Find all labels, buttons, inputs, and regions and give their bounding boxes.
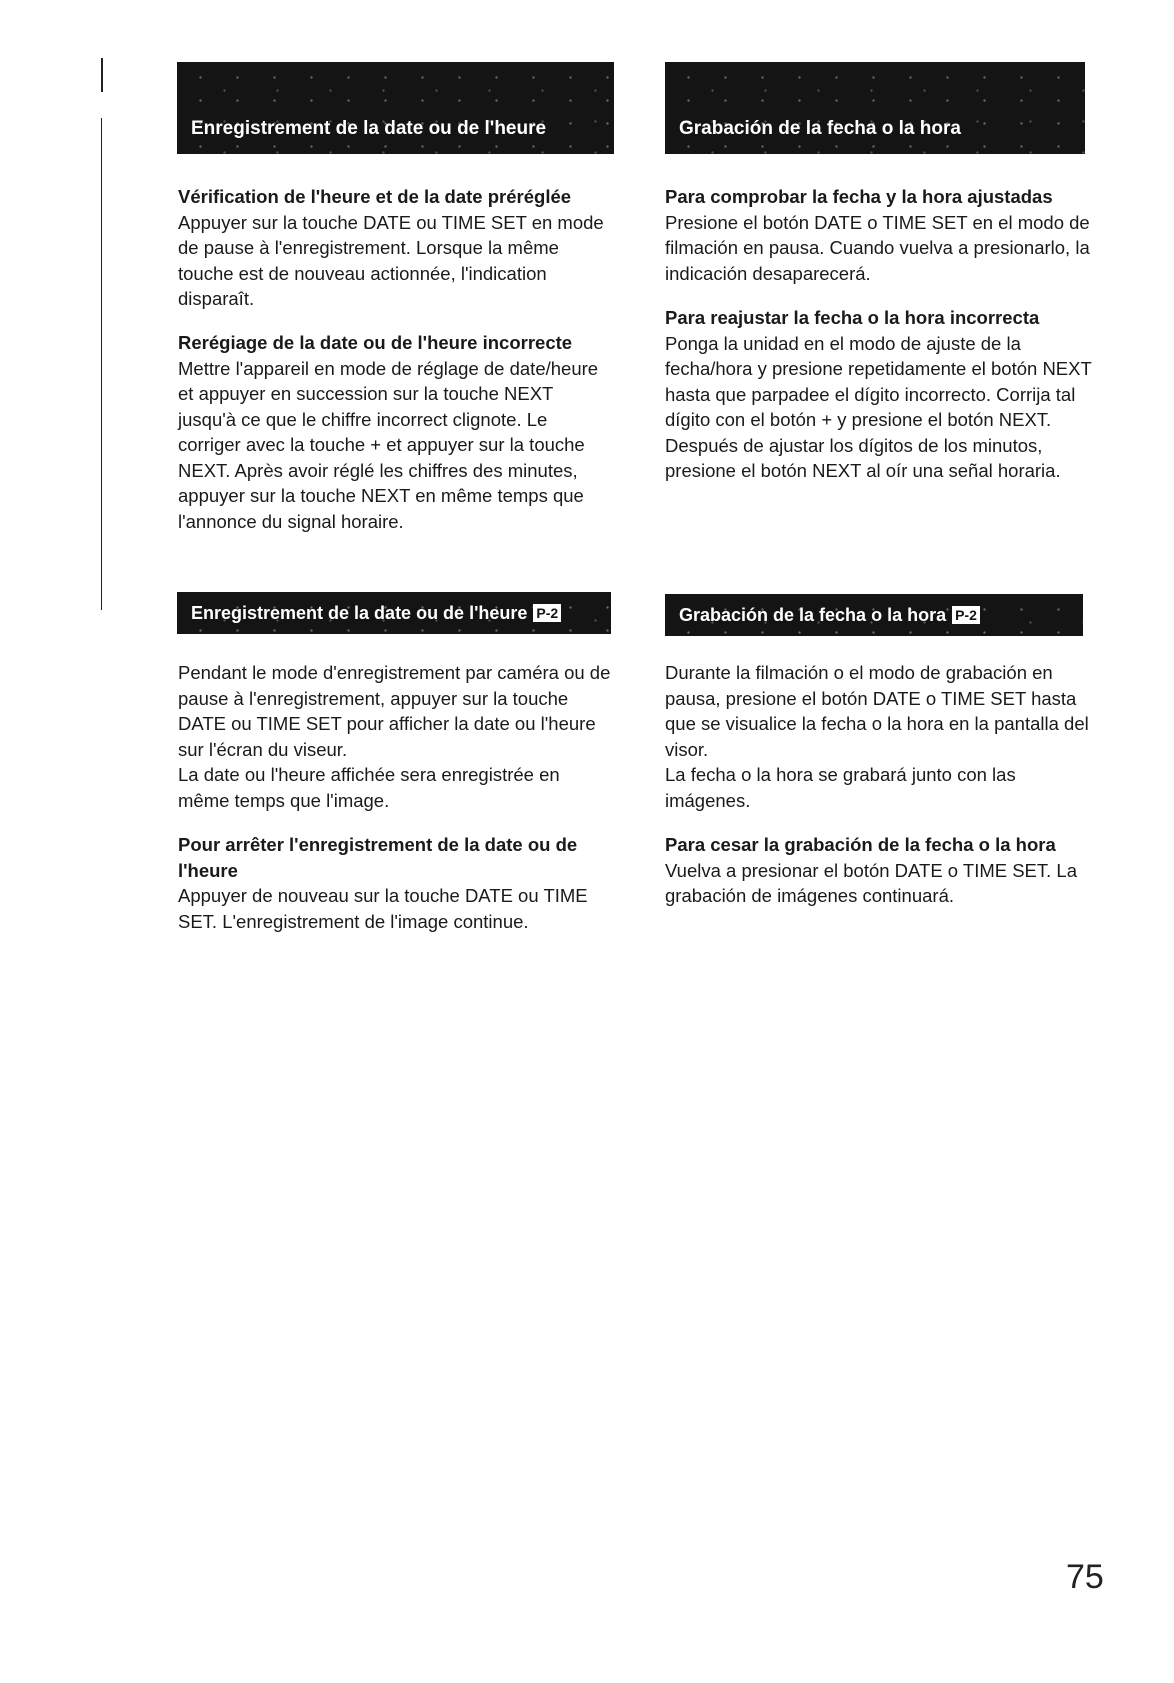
banner-es-date-time	[665, 62, 1085, 154]
section-fr-reset	[178, 330, 608, 534]
section-body: Ponga la unidad en el modo de ajuste de la fecha/hora y presione repetidamente el botón NEXT hasta que parpadee el dígito incorrecto. Corrija tal dígito con el botón + y presione el botón NEXT. Después de ajustar los dígitos de los minutos, presione el botón NEXT al oír una señal horaria.	[665, 332, 1092, 481]
section-heading: Pour arrêter l'enregistrement de la date ou de l'heure	[178, 834, 578, 881]
section-body: Appuyer sur la touche DATE ou TIME SET en mode de pause à l'enregistrement. Lorsque la même touche est de nouveau actionnée, l'indication disparaît.	[178, 211, 604, 309]
banner-title: Enregistrement de la date ou de l'heure	[191, 118, 547, 139]
banner-title: Enregistrement de la date ou de l'heure	[191, 603, 528, 623]
banner-fr-record-date	[177, 592, 611, 634]
section-heading: Rerégiage de la date ou de l'heure incorrecte	[178, 332, 573, 353]
section-heading: Para comprobar la fecha y la hora ajustadas	[665, 186, 1053, 207]
section-fr-check	[178, 184, 608, 312]
badge-p2: P-2	[952, 606, 980, 624]
section-es-reset	[665, 305, 1105, 484]
section-body: Pendant le mode d'enregistrement par caméra ou de pause à l'enregistrement, appuyer sur la touche DATE ou TIME SET pour afficher la date ou l'heure sur l'écran du viseur.	[178, 662, 611, 760]
margin-rule	[101, 118, 102, 610]
section-fr-record	[178, 660, 613, 813]
section-heading: Para reajustar la fecha o la hora incorrecta	[665, 307, 1040, 328]
section-body: Durante la filmación o el modo de grabación en pausa, presione el botón DATE o TIME SET hasta que se visualice la fecha o la hora en la pantalla del visor.	[665, 662, 1089, 760]
banner-es-record-date	[665, 594, 1083, 636]
section-es-record	[665, 660, 1105, 813]
banner-title: Grabación de la fecha o la hora	[679, 118, 961, 139]
section-heading: Vérification de l'heure et de la date préréglée	[178, 186, 572, 207]
section-body: Mettre l'appareil en mode de réglage de date/heure et appuyer en succession sur la touche NEXT jusqu'à ce que le chiffre incorrect clignote. Le corriger avec la touche + et appuyer sur la touche NEXT. Après avoir réglé les chiffres des minutes, appuyer sur la touche NEXT en même temps que l'annonce du signal horaire.	[178, 357, 599, 532]
section-body: La fecha o la hora se grabará junto con las imágenes.	[665, 764, 1016, 811]
banner-fr-date-time	[177, 62, 614, 154]
margin-rule	[101, 58, 103, 92]
section-fr-stop	[178, 832, 618, 934]
section-body: La date ou l'heure affichée sera enregistrée en même temps que l'image.	[178, 764, 560, 811]
banner-title: Grabación de la fecha o la hora	[679, 605, 947, 625]
section-body: Vuelva a presionar el botón DATE o TIME SET. La grabación de imágenes continuará.	[665, 859, 1078, 906]
section-es-check	[665, 184, 1105, 286]
section-body: Presione el botón DATE o TIME SET en el modo de filmación en pausa. Cuando vuelva a presionarlo, la indicación desaparecerá.	[665, 211, 1090, 284]
section-es-stop	[665, 832, 1105, 909]
section-heading: Para cesar la grabación de la fecha o la hora	[665, 834, 1056, 855]
page-number: 75	[1066, 1558, 1104, 1596]
badge-p2: P-2	[533, 604, 561, 622]
section-body: Appuyer de nouveau sur la touche DATE ou TIME SET. L'enregistrement de l'image continue.	[178, 885, 588, 932]
